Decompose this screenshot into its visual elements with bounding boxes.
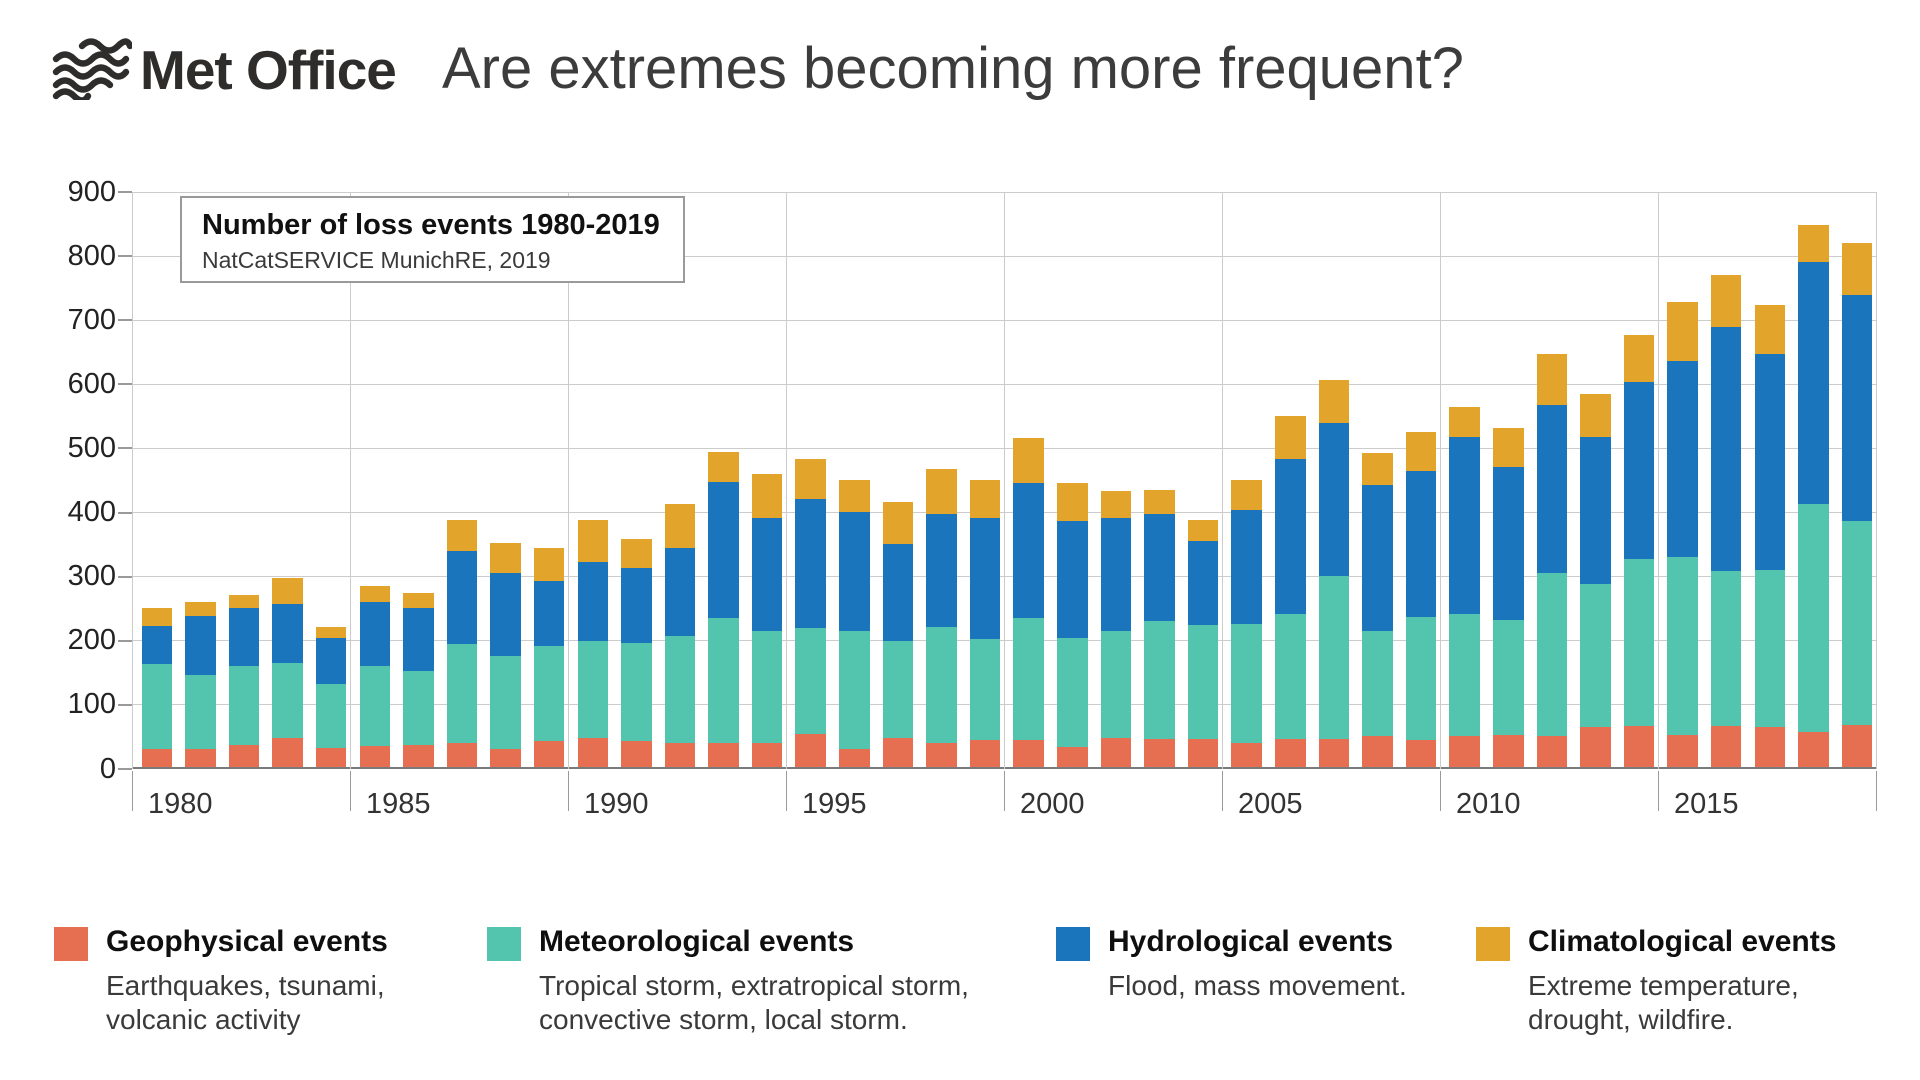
segment-climatological — [708, 452, 739, 482]
segment-climatological — [185, 602, 216, 616]
segment-hydrological — [229, 608, 260, 666]
segment-meteorological — [1624, 559, 1655, 726]
segment-geophysical — [1362, 736, 1393, 767]
y-axis-tick — [118, 191, 132, 193]
segment-hydrological — [665, 548, 696, 636]
segment-climatological — [1275, 416, 1306, 460]
bar-1998 — [926, 469, 957, 767]
bar-1996 — [839, 480, 870, 767]
bar-2003 — [1144, 490, 1175, 767]
segment-climatological — [1667, 302, 1698, 361]
bar-1985 — [360, 586, 391, 767]
bar-cell-2005 — [1222, 192, 1266, 767]
segment-geophysical — [970, 740, 1001, 767]
segment-climatological — [578, 520, 609, 562]
segment-hydrological — [1667, 361, 1698, 557]
segment-hydrological — [1580, 437, 1611, 584]
segment-geophysical — [1755, 727, 1786, 767]
segment-meteorological — [1275, 614, 1306, 738]
segment-climatological — [621, 539, 652, 568]
legend-item-label: Meteorological events — [539, 925, 855, 958]
segment-meteorological — [752, 631, 783, 743]
segment-geophysical — [1711, 726, 1742, 767]
bar-2018 — [1798, 225, 1829, 767]
segment-geophysical — [1406, 740, 1437, 767]
met-office-waves-icon — [52, 38, 132, 100]
segment-hydrological — [1188, 541, 1219, 624]
segment-hydrological — [708, 482, 739, 619]
segment-meteorological — [490, 656, 521, 749]
segment-hydrological — [621, 568, 652, 643]
segment-climatological — [490, 543, 521, 574]
brand-wordmark: Met Office — [140, 39, 396, 101]
segment-climatological — [1755, 305, 1786, 354]
segment-climatological — [1798, 225, 1829, 263]
bar-cell-2001 — [1047, 192, 1091, 767]
segment-hydrological — [1013, 483, 1044, 618]
bar-2009 — [1406, 432, 1437, 767]
segment-meteorological — [534, 646, 565, 741]
segment-geophysical — [578, 738, 609, 767]
bar-2001 — [1057, 483, 1088, 767]
x-axis-label: 1995 — [802, 788, 867, 820]
segment-climatological — [1188, 520, 1219, 542]
segment-geophysical — [1319, 739, 1350, 767]
x-axis-tick — [786, 771, 787, 811]
y-axis-tick — [118, 768, 132, 770]
segment-hydrological — [316, 638, 347, 684]
y-axis-tick — [118, 576, 132, 578]
segment-geophysical — [1667, 735, 1698, 767]
legend-item-description: Extreme temperature, drought, wildfire. — [1528, 970, 1799, 1035]
y-axis-label: 700 — [67, 303, 116, 336]
y-axis-label: 400 — [67, 496, 116, 529]
segment-geophysical — [839, 749, 870, 767]
bar-cell-1995 — [786, 192, 830, 767]
segment-meteorological — [1449, 614, 1480, 735]
bar-cell-2008 — [1353, 192, 1397, 767]
segment-meteorological — [1711, 571, 1742, 726]
bar-1990 — [578, 520, 609, 767]
bar-2005 — [1231, 480, 1262, 767]
bar-1994 — [752, 474, 783, 767]
climatological-swatch-icon — [1476, 927, 1510, 961]
header — [0, 0, 1920, 130]
bar-2010 — [1449, 407, 1480, 767]
bar-1995 — [795, 459, 826, 767]
segment-meteorological — [360, 666, 391, 746]
bar-1982 — [229, 595, 260, 767]
meteorological-swatch-icon — [487, 927, 521, 961]
segment-climatological — [229, 595, 260, 608]
geophysical-swatch-icon — [54, 927, 88, 961]
segment-climatological — [403, 593, 434, 608]
segment-meteorological — [1231, 624, 1262, 743]
segment-hydrological — [1275, 459, 1306, 614]
bar-cell-2015 — [1658, 192, 1702, 767]
segment-hydrological — [1798, 262, 1829, 504]
bar-2014 — [1624, 335, 1655, 767]
segment-climatological — [1842, 243, 1873, 294]
legend-item-label: Climatological events — [1528, 925, 1837, 958]
segment-geophysical — [795, 734, 826, 767]
segment-geophysical — [185, 749, 216, 767]
y-axis-tick — [118, 512, 132, 514]
segment-geophysical — [1013, 740, 1044, 767]
segment-hydrological — [447, 551, 478, 644]
segment-meteorological — [1101, 631, 1132, 737]
segment-geophysical — [621, 741, 652, 767]
segment-geophysical — [272, 738, 303, 767]
segment-hydrological — [490, 573, 521, 656]
segment-climatological — [142, 608, 173, 626]
segment-geophysical — [752, 743, 783, 767]
bar-1989 — [534, 548, 565, 767]
bar-cell-2003 — [1135, 192, 1179, 767]
y-axis-tick — [118, 255, 132, 257]
bar-cell-2009 — [1396, 192, 1440, 767]
legend-item-label: Hydrological events — [1108, 925, 1394, 958]
segment-meteorological — [839, 631, 870, 749]
segment-meteorological — [447, 644, 478, 743]
bar-cell-2018 — [1789, 192, 1833, 767]
bar-2000 — [1013, 438, 1044, 768]
y-axis-label: 300 — [67, 560, 116, 593]
segment-hydrological — [1406, 471, 1437, 617]
x-axis-tick — [350, 771, 351, 811]
segment-meteorological — [1580, 584, 1611, 727]
segment-climatological — [1493, 428, 1524, 467]
segment-hydrological — [534, 581, 565, 646]
bar-cell-2004 — [1178, 192, 1222, 767]
bar-2017 — [1755, 305, 1786, 767]
segment-climatological — [1057, 483, 1088, 521]
y-axis-label: 800 — [67, 239, 116, 272]
bar-1984 — [316, 627, 347, 767]
x-axis-label: 2015 — [1674, 788, 1739, 820]
segment-hydrological — [1101, 518, 1132, 631]
hydrological-swatch-icon — [1056, 927, 1090, 961]
y-axis-tick — [118, 640, 132, 642]
x-axis-tick — [568, 771, 569, 811]
segment-geophysical — [403, 745, 434, 767]
x-axis-label: 2000 — [1020, 788, 1085, 820]
segment-hydrological — [1449, 437, 1480, 615]
legend-item-label: Geophysical events — [106, 925, 388, 958]
segment-geophysical — [1275, 739, 1306, 767]
x-axis-label: 1980 — [148, 788, 213, 820]
bar-cell-2011 — [1483, 192, 1527, 767]
segment-geophysical — [708, 743, 739, 767]
bar-cell-2019 — [1832, 192, 1876, 767]
segment-climatological — [1362, 453, 1393, 485]
segment-hydrological — [1755, 354, 1786, 570]
bar-1997 — [883, 502, 914, 767]
segment-climatological — [1449, 407, 1480, 437]
y-axis-label: 600 — [67, 367, 116, 400]
segment-climatological — [1101, 491, 1132, 517]
y-axis-label: 0 — [99, 752, 116, 785]
segment-geophysical — [534, 741, 565, 767]
segment-geophysical — [1188, 739, 1219, 767]
x-axis-label: 2010 — [1456, 788, 1521, 820]
segment-hydrological — [1144, 514, 1175, 621]
bar-cell-2014 — [1614, 192, 1658, 767]
y-axis-label: 500 — [67, 431, 116, 464]
segment-geophysical — [1144, 739, 1175, 767]
segment-geophysical — [1493, 735, 1524, 767]
segment-meteorological — [1493, 620, 1524, 735]
segment-climatological — [360, 586, 391, 603]
bar-2016 — [1711, 275, 1742, 767]
segment-meteorological — [708, 618, 739, 742]
bar-cell-1996 — [830, 192, 874, 767]
y-axis-tick — [118, 447, 132, 449]
segment-hydrological — [142, 626, 173, 664]
bar-cell-2007 — [1309, 192, 1353, 767]
bar-cell-1997 — [873, 192, 917, 767]
segment-hydrological — [360, 602, 391, 665]
segment-geophysical — [1057, 747, 1088, 768]
bar-cell-2013 — [1571, 192, 1615, 767]
bar-1986 — [403, 593, 434, 767]
segment-climatological — [447, 520, 478, 551]
bar-2015 — [1667, 302, 1698, 767]
segment-geophysical — [1449, 736, 1480, 767]
segment-climatological — [1144, 490, 1175, 514]
segment-hydrological — [752, 518, 783, 631]
bar-1983 — [272, 578, 303, 767]
bar-1993 — [708, 452, 739, 767]
segment-meteorological — [1537, 573, 1568, 736]
segment-climatological — [795, 459, 826, 499]
bar-cell-2002 — [1091, 192, 1135, 767]
segment-climatological — [1537, 354, 1568, 406]
segment-geophysical — [1101, 738, 1132, 767]
segment-meteorological — [970, 639, 1001, 740]
bar-1981 — [185, 602, 216, 767]
segment-meteorological — [229, 666, 260, 745]
bar-1991 — [621, 539, 652, 767]
segment-geophysical — [926, 743, 957, 767]
segment-meteorological — [1755, 570, 1786, 728]
segment-meteorological — [1057, 638, 1088, 747]
segment-hydrological — [1537, 405, 1568, 573]
segment-geophysical — [1537, 736, 1568, 767]
segment-climatological — [534, 548, 565, 581]
segment-hydrological — [1362, 485, 1393, 631]
segment-hydrological — [795, 499, 826, 628]
x-axis-label: 1990 — [584, 788, 649, 820]
bar-cell-2000 — [1004, 192, 1048, 767]
y-axis-tick — [118, 319, 132, 321]
segment-hydrological — [970, 518, 1001, 639]
bar-2008 — [1362, 453, 1393, 767]
segment-climatological — [1624, 335, 1655, 382]
segment-meteorological — [185, 675, 216, 749]
x-axis-tick — [1876, 771, 1877, 811]
segment-climatological — [839, 480, 870, 511]
bar-cell-1994 — [742, 192, 786, 767]
segment-meteorological — [1144, 621, 1175, 739]
segment-meteorological — [1406, 617, 1437, 740]
bar-cell-1998 — [917, 192, 961, 767]
segment-geophysical — [360, 746, 391, 767]
segment-hydrological — [926, 514, 957, 627]
legend-item-description: Tropical storm, extratropical storm, convective storm, local storm. — [539, 970, 969, 1035]
segment-climatological — [1711, 275, 1742, 327]
x-axis-tick — [1658, 771, 1659, 811]
bar-1999 — [970, 480, 1001, 767]
segment-climatological — [1231, 480, 1262, 509]
segment-meteorological — [1319, 576, 1350, 739]
segment-geophysical — [1798, 732, 1829, 767]
segment-meteorological — [142, 664, 173, 749]
segment-meteorological — [1798, 504, 1829, 732]
segment-climatological — [970, 480, 1001, 518]
segment-geophysical — [1842, 725, 1873, 767]
y-axis-tick — [118, 383, 132, 385]
segment-meteorological — [883, 641, 914, 738]
segment-climatological — [272, 578, 303, 604]
bar-cell-2006 — [1265, 192, 1309, 767]
segment-hydrological — [1493, 467, 1524, 620]
segment-climatological — [1319, 380, 1350, 422]
bar-cell-2017 — [1745, 192, 1789, 767]
segment-climatological — [316, 627, 347, 637]
segment-geophysical — [1231, 743, 1262, 767]
x-axis-tick — [1004, 771, 1005, 811]
segment-geophysical — [229, 745, 260, 767]
bar-2012 — [1537, 354, 1568, 767]
segment-hydrological — [578, 562, 609, 641]
legend-item-description: Earthquakes, tsunami, volcanic activity — [106, 970, 385, 1035]
segment-geophysical — [490, 749, 521, 767]
segment-hydrological — [272, 604, 303, 663]
segment-climatological — [1013, 438, 1044, 484]
page-title: Are extremes becoming more frequent? — [442, 35, 1464, 101]
chart-title: Number of loss events 1980-2019 — [202, 209, 660, 241]
segment-meteorological — [272, 663, 303, 739]
segment-geophysical — [316, 748, 347, 767]
x-axis-label: 2005 — [1238, 788, 1303, 820]
segment-meteorological — [1842, 521, 1873, 724]
chart-source: NatCatSERVICE MunichRE, 2019 — [202, 247, 551, 273]
x-axis-label: 1985 — [366, 788, 431, 820]
chart-info-box — [180, 196, 685, 283]
y-axis-tick — [118, 704, 132, 706]
legend-item-description: Flood, mass movement. — [1108, 970, 1407, 1001]
segment-hydrological — [1624, 382, 1655, 560]
x-axis-tick — [132, 771, 133, 811]
bar-2006 — [1275, 416, 1306, 767]
x-axis-tick — [1222, 771, 1223, 811]
bar-1992 — [665, 504, 696, 767]
bar-1980 — [142, 608, 173, 767]
bar-cell-2012 — [1527, 192, 1571, 767]
segment-meteorological — [1188, 625, 1219, 739]
segment-meteorological — [1667, 557, 1698, 735]
bar-2013 — [1580, 394, 1611, 767]
segment-meteorological — [1362, 631, 1393, 736]
segment-hydrological — [839, 512, 870, 631]
bar-cell-1999 — [960, 192, 1004, 767]
segment-climatological — [752, 474, 783, 518]
bar-2004 — [1188, 520, 1219, 767]
bar-2002 — [1101, 491, 1132, 767]
segment-geophysical — [665, 743, 696, 767]
segment-meteorological — [578, 641, 609, 737]
segment-meteorological — [316, 684, 347, 748]
segment-hydrological — [403, 608, 434, 671]
segment-geophysical — [1580, 727, 1611, 767]
segment-geophysical — [142, 749, 173, 767]
segment-meteorological — [403, 671, 434, 745]
segment-geophysical — [1624, 726, 1655, 767]
segment-hydrological — [1842, 295, 1873, 522]
segment-meteorological — [926, 627, 957, 742]
y-axis-label: 100 — [67, 688, 116, 721]
bar-1988 — [490, 543, 521, 767]
segment-climatological — [1406, 432, 1437, 470]
y-axis-label: 900 — [67, 175, 116, 208]
x-axis-tick — [1440, 771, 1441, 811]
bar-cell-1993 — [699, 192, 743, 767]
segment-climatological — [926, 469, 957, 514]
segment-meteorological — [795, 628, 826, 734]
bar-2019 — [1842, 243, 1873, 767]
segment-geophysical — [883, 738, 914, 767]
segment-hydrological — [185, 616, 216, 675]
segment-hydrological — [1711, 327, 1742, 571]
segment-climatological — [883, 502, 914, 544]
bar-cell-2016 — [1701, 192, 1745, 767]
segment-hydrological — [1319, 423, 1350, 576]
bar-1987 — [447, 520, 478, 767]
segment-hydrological — [1057, 521, 1088, 637]
segment-meteorological — [1013, 618, 1044, 740]
y-axis-label: 200 — [67, 624, 116, 657]
bar-cell-2010 — [1440, 192, 1484, 767]
bar-2011 — [1493, 428, 1524, 767]
bar-cell-1980 — [132, 192, 176, 767]
segment-climatological — [1580, 394, 1611, 437]
segment-hydrological — [1231, 510, 1262, 624]
segment-meteorological — [665, 636, 696, 743]
segment-climatological — [665, 504, 696, 548]
bar-2007 — [1319, 380, 1350, 767]
segment-hydrological — [883, 544, 914, 641]
segment-meteorological — [621, 643, 652, 741]
segment-geophysical — [447, 743, 478, 767]
